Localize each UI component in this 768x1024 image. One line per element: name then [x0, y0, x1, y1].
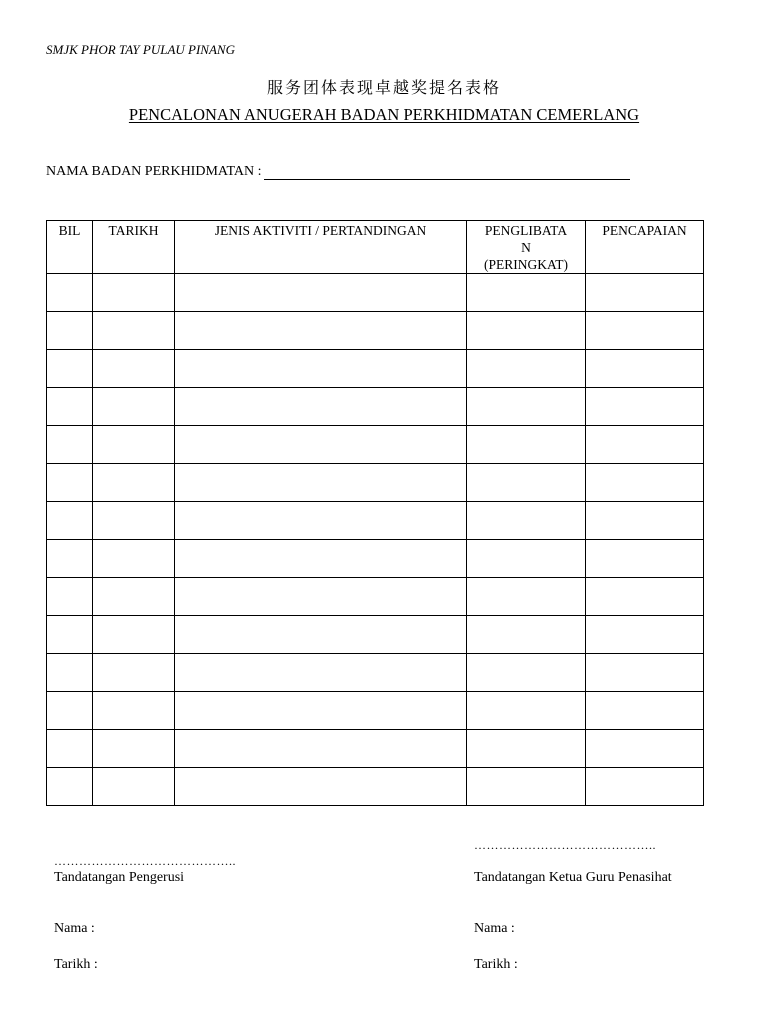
table-header-row — [47, 221, 704, 274]
cell-tarikh — [93, 350, 175, 388]
nama-badan-label: NAMA BADAN PERKHIDMATAN : — [46, 164, 262, 179]
cell-jenis-aktiviti — [175, 540, 467, 578]
cell-tarikh — [93, 654, 175, 692]
cell-tarikh — [93, 312, 175, 350]
cell-jenis-aktiviti — [175, 312, 467, 350]
cell-jenis-aktiviti — [175, 388, 467, 426]
cell-bil — [47, 540, 93, 578]
left-signature-dotted-line: …………………………………….. — [54, 854, 236, 868]
cell-penglibatan — [467, 654, 586, 692]
cell-pencapaian — [586, 274, 704, 312]
cell-pencapaian — [586, 578, 704, 616]
table-row — [47, 312, 704, 350]
cell-pencapaian — [586, 426, 704, 464]
cell-bil — [47, 692, 93, 730]
cell-penglibatan — [467, 350, 586, 388]
cell-bil — [47, 350, 93, 388]
column-header-tarikh: TARIKH — [93, 221, 175, 274]
cell-tarikh — [93, 540, 175, 578]
school-name: SMJK PHOR TAY PULAU PINANG — [46, 42, 235, 57]
cell-jenis-aktiviti — [175, 692, 467, 730]
left-signature-label: Tandatangan Pengerusi — [54, 870, 185, 885]
cell-tarikh — [93, 502, 175, 540]
cell-penglibatan — [467, 274, 586, 312]
cell-bil — [47, 502, 93, 540]
table-row — [47, 616, 704, 654]
right-nama-label: Nama : — [474, 921, 515, 936]
cell-bil — [47, 730, 93, 768]
form-title-malay: PENCALONAN ANUGERAH BADAN PERKHIDMATAN CEMERLANG — [128, 105, 640, 124]
cell-bil — [47, 426, 93, 464]
column-header-pencapaian: PENCAPAIAN — [586, 221, 704, 274]
cell-pencapaian — [586, 768, 704, 806]
cell-bil — [47, 464, 93, 502]
form-title-chinese: 服务团体表现卓越奖提名表格 — [266, 78, 501, 97]
cell-bil — [47, 312, 93, 350]
cell-jenis-aktiviti — [175, 350, 467, 388]
cell-tarikh — [93, 730, 175, 768]
nama-badan-field — [46, 164, 630, 180]
table-row — [47, 768, 704, 806]
cell-tarikh — [93, 768, 175, 806]
cell-pencapaian — [586, 350, 704, 388]
table-row — [47, 692, 704, 730]
cell-jenis-aktiviti — [175, 578, 467, 616]
cell-bil — [47, 578, 93, 616]
cell-pencapaian — [586, 616, 704, 654]
table-row — [47, 426, 704, 464]
table-row — [47, 350, 704, 388]
cell-pencapaian — [586, 502, 704, 540]
column-header-penglibatan: PENGLIBATA N (PERINGKAT) — [467, 221, 586, 274]
cell-pencapaian — [586, 388, 704, 426]
cell-tarikh — [93, 426, 175, 464]
cell-pencapaian — [586, 692, 704, 730]
cell-penglibatan — [467, 426, 586, 464]
table-row — [47, 578, 704, 616]
right-signature-dotted-line: …………………………………….. — [474, 838, 656, 852]
cell-tarikh — [93, 578, 175, 616]
activity-table — [46, 220, 704, 806]
table-row — [47, 388, 704, 426]
left-tarikh-label: Tarikh : — [54, 957, 98, 972]
left-nama-label: Nama : — [54, 921, 95, 936]
table-row — [47, 502, 704, 540]
cell-penglibatan — [467, 730, 586, 768]
cell-jenis-aktiviti — [175, 654, 467, 692]
cell-jenis-aktiviti — [175, 274, 467, 312]
cell-penglibatan — [467, 464, 586, 502]
cell-penglibatan — [467, 312, 586, 350]
cell-pencapaian — [586, 464, 704, 502]
table-row — [47, 730, 704, 768]
cell-tarikh — [93, 388, 175, 426]
cell-penglibatan — [467, 388, 586, 426]
cell-bil — [47, 654, 93, 692]
cell-jenis-aktiviti — [175, 768, 467, 806]
cell-jenis-aktiviti — [175, 730, 467, 768]
cell-penglibatan — [467, 502, 586, 540]
cell-pencapaian — [586, 730, 704, 768]
column-header-jenis-aktiviti: JENIS AKTIVITI / PERTANDINGAN — [175, 221, 467, 274]
cell-penglibatan — [467, 578, 586, 616]
cell-pencapaian — [586, 654, 704, 692]
table-row — [47, 274, 704, 312]
cell-penglibatan — [467, 692, 586, 730]
cell-tarikh — [93, 274, 175, 312]
right-tarikh-label: Tarikh : — [474, 957, 518, 972]
table-row — [47, 654, 704, 692]
cell-jenis-aktiviti — [175, 426, 467, 464]
right-signature-label: Tandatangan Ketua Guru Penasihat — [474, 870, 672, 885]
column-header-bil: BIL — [47, 221, 93, 274]
cell-penglibatan — [467, 540, 586, 578]
cell-jenis-aktiviti — [175, 616, 467, 654]
cell-jenis-aktiviti — [175, 464, 467, 502]
cell-bil — [47, 388, 93, 426]
cell-jenis-aktiviti — [175, 502, 467, 540]
table-row — [47, 540, 704, 578]
cell-pencapaian — [586, 540, 704, 578]
cell-tarikh — [93, 464, 175, 502]
cell-tarikh — [93, 692, 175, 730]
cell-bil — [47, 274, 93, 312]
cell-tarikh — [93, 616, 175, 654]
cell-pencapaian — [586, 312, 704, 350]
cell-penglibatan — [467, 616, 586, 654]
table-body — [47, 274, 704, 806]
table-row — [47, 464, 704, 502]
cell-bil — [47, 616, 93, 654]
nama-badan-blank-line — [264, 165, 630, 180]
cell-penglibatan — [467, 768, 586, 806]
cell-bil — [47, 768, 93, 806]
